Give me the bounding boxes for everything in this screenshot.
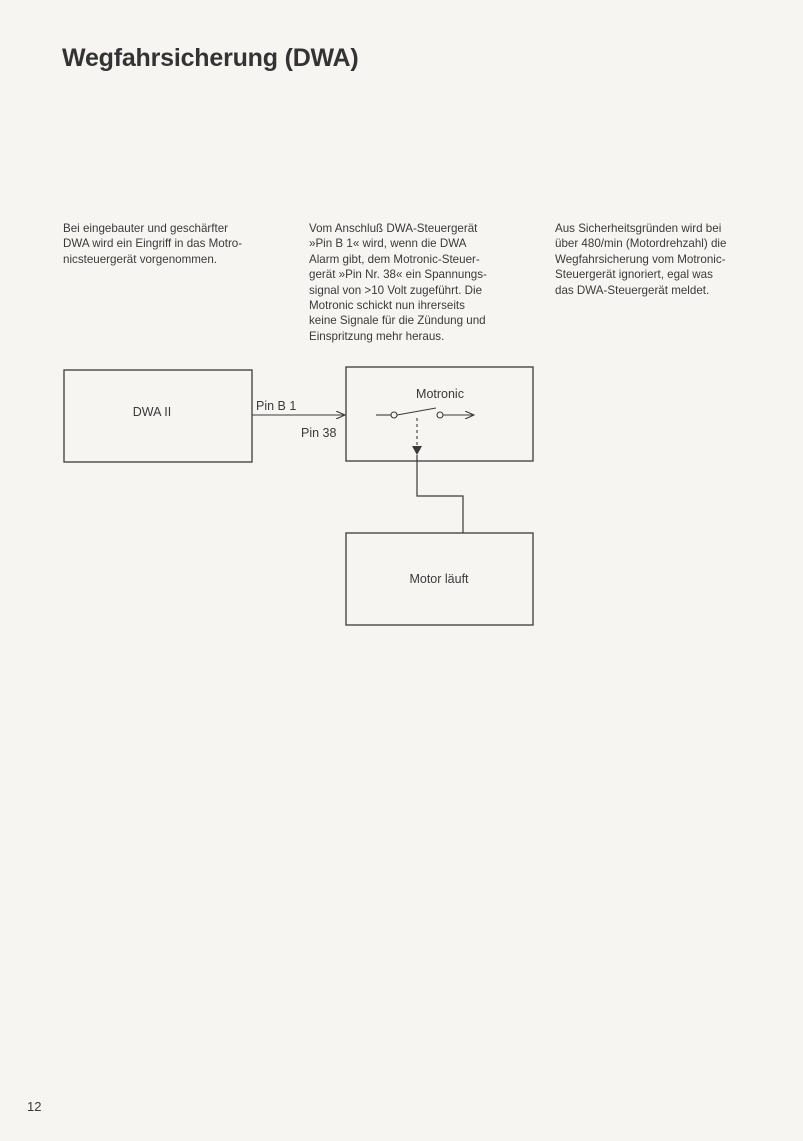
page-title: Wegfahrsicherung (DWA)	[62, 44, 359, 72]
text-line: DWA wird ein Eingriff in das Motro-	[63, 237, 243, 251]
text-line: Vom Anschluß DWA-Steuergerät	[309, 222, 478, 235]
dwa-box-label: DWA II	[132, 405, 172, 419]
text-line: nicsteuergerät vorgenommen.	[63, 252, 218, 266]
text-line: Wegfahrsicherung vom Motronic-	[555, 252, 726, 266]
pin-38-label: Pin 38	[301, 426, 337, 440]
text-line: keine Signale für die Zündung und	[309, 314, 486, 328]
switch-contact-right	[437, 412, 443, 418]
text-line: das DWA-Steuergerät meldet.	[555, 283, 710, 297]
text-line: Steuergerät ignoriert, egal was	[555, 268, 713, 282]
motor-box-label: Motor läuft	[409, 572, 469, 586]
text-line: »Pin B 1« wird, wenn die DWA	[309, 237, 467, 251]
motronic-box-label: Motronic	[416, 387, 464, 401]
switch-blade	[397, 408, 436, 415]
text-line: Einspritzung mehr heraus.	[309, 329, 445, 343]
pin-b1-label: Pin B 1	[256, 399, 297, 413]
page-number: 12	[27, 1099, 42, 1114]
text-line: Motronic schickt nun ihrerseits	[309, 299, 465, 313]
motor-connection-line	[417, 455, 463, 533]
text-line: signal von >10 Volt zugeführt. Die	[309, 283, 483, 297]
text-line: über 480/min (Motordrehzahl) die	[555, 237, 727, 251]
switch-contact-left	[391, 412, 397, 418]
text-line: gerät »Pin Nr. 38« ein Spannungs-	[309, 268, 487, 282]
text-line: Aus Sicherheitsgründen wird bei	[555, 222, 722, 235]
actuator-arrowhead	[412, 446, 422, 455]
text-line: Bei eingebauter und geschärfter	[63, 222, 229, 235]
text-line: Alarm gibt, dem Motronic-Steuer-	[309, 252, 480, 266]
